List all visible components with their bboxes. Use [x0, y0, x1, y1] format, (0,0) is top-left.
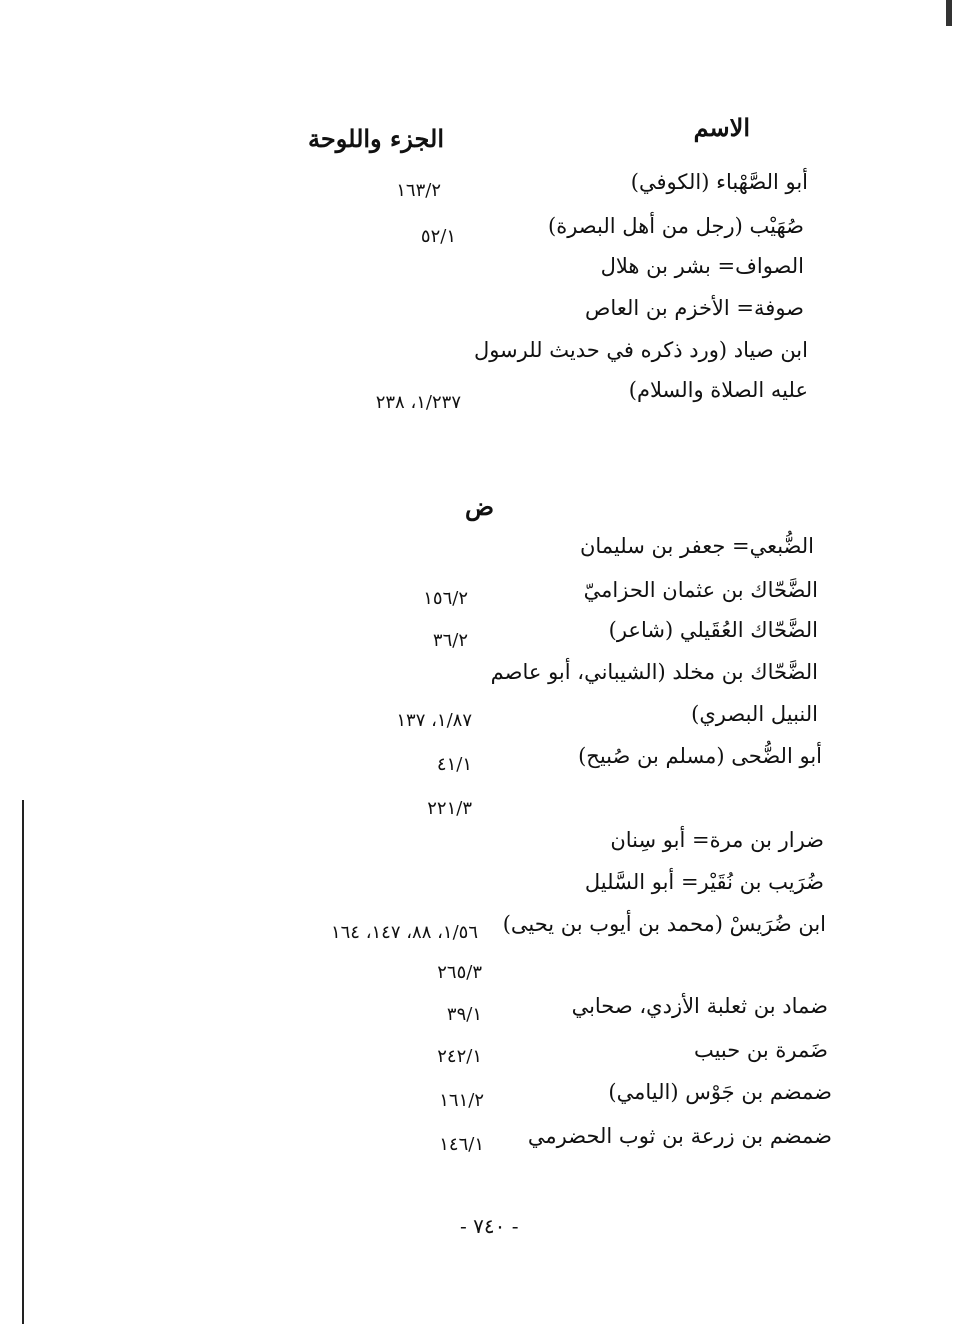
entry-name: الضُّبعي= جعفر بن سليمان — [579, 534, 814, 558]
entry-name: ضمضم بن جَوْس (اليامي) — [608, 1080, 832, 1104]
scan-edge-mark — [946, 0, 952, 26]
scan-margin-line — [22, 800, 24, 1324]
page-number: - ٧٤٠ - — [460, 1214, 519, 1238]
entry-reference: ١/٥٦، ٨٨، ١٤٧، ١٦٤ — [330, 922, 478, 943]
entry-name: ابن ضُرَيسْ (محمد بن أيوب بن يحيى) — [502, 912, 826, 936]
entry-name: أبو الصَّهْباء (الكوفي) — [630, 170, 808, 194]
entry-reference: ١/٨٧، ١٣٧ — [396, 710, 472, 731]
entry-reference: ١٦٣/٢ — [396, 180, 441, 201]
entry-name: ضَمرة بن حبيب — [693, 1038, 828, 1062]
entry-name: النبيل البصري) — [691, 702, 818, 726]
entry-name: صوفة= الأخزم بن العاص — [585, 296, 804, 320]
entry-name: ضرار بن مرة= أبو سِنان — [610, 828, 824, 852]
entry-reference: ٣٦/٢ — [432, 630, 468, 651]
entry-reference: ١٤٦/١ — [439, 1134, 484, 1155]
entry-name: ضمضم بن زرعة بن ثوب الحضرمي — [527, 1124, 832, 1148]
entry-name: صُهَيْب (رجل من أهل البصرة) — [548, 214, 804, 238]
entry-reference: ٢٦٥/٣ — [437, 962, 482, 983]
entry-reference: ٢٤٢/١ — [437, 1046, 482, 1067]
entry-reference: ١/٢٣٧، ٢٣٨ — [375, 392, 461, 413]
entry-reference: ١٥٦/٢ — [423, 588, 468, 609]
entry-reference: ٣٩/١ — [446, 1004, 482, 1025]
entry-name: الصواف= بشر بن هلال — [600, 254, 804, 278]
entry-name: ابن صياد (ورد ذكره في حديث للرسول — [473, 338, 808, 362]
entry-name: ضُرَيب بن نُقَيْر= أبو السَّليل — [584, 870, 824, 894]
entry-name: الضَّحّاك العُقَيلي (شاعر) — [608, 618, 818, 642]
entry-name: أبو الضُّحى (مسلم بن صُبيح) — [578, 744, 822, 768]
entry-reference: ٢٢١/٣ — [427, 798, 472, 819]
section-letter: ض — [465, 492, 495, 521]
entry-reference: ١٦١/٢ — [439, 1090, 484, 1111]
header-name-column: الاسم — [693, 113, 750, 142]
entry-name: عليه الصلاة والسلام) — [628, 378, 808, 402]
entry-name: الضَّحّاك بن مخلد (الشيباني، أبو عاصم — [490, 660, 818, 684]
entry-reference: ٤١/١ — [436, 754, 472, 775]
entry-reference: ٥٢/١ — [420, 226, 456, 247]
header-reference-column: الجزء واللوحة — [308, 124, 444, 153]
entry-name: ضماد بن ثعلبة الأزدي، صحابي — [571, 994, 828, 1018]
entry-name: الضَّحّاك بن عثمان الحزاميّ — [583, 578, 818, 602]
